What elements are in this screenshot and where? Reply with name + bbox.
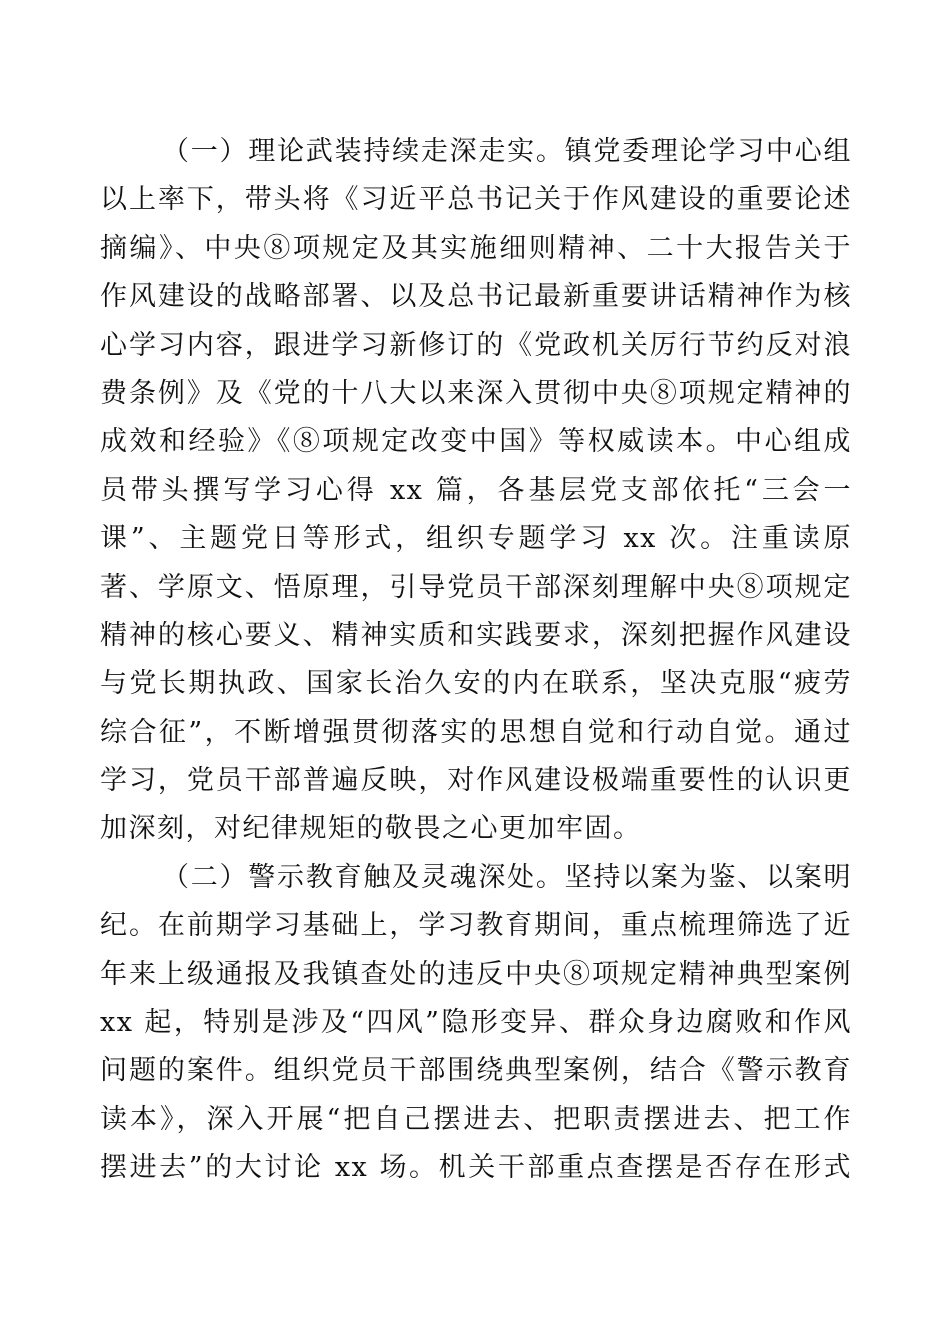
paragraph-2-line-1: （二）警示教育触及灵魂深处。坚持以案为鉴、以案明: [162, 861, 852, 893]
paragraph-1-line-5: 心学习内容，跟进学习新修订的《党政机关厉行节约反对浪: [100, 329, 852, 361]
paragraph-1-line-1: （一）理论武装持续走深走实。镇党委理论学习中心组: [162, 136, 852, 167]
paragraph-1-line-3: 摘编》、中央⑧项规定及其实施细则精神、二十大报告关于: [100, 232, 852, 264]
paragraph-1-line-2: 以上率下，带头将《习近平总书记关于作风建设的重要论述: [100, 184, 852, 216]
paragraph-2-line-3: 年来上级通报及我镇查处的违反中央⑧项规定精神典型案例: [100, 958, 852, 990]
paragraph-1-line-12: 与党长期执政、国家长治久安的内在联系，坚决克服“疲劳: [100, 668, 852, 700]
paragraph-1-line-15: 加深刻，对纪律规矩的敬畏之心更加牢固。: [100, 813, 642, 845]
paragraph-1-line-9: 课”、主题党日等形式，组织专题学习 xx 次。注重读原: [100, 523, 852, 555]
paragraph-2-line-4: xx 起，特别是涉及“四风”隐形变异、群众身边腐败和作风: [100, 1007, 852, 1039]
paragraph-1-line-8: 员带头撰写学习心得 xx 篇，各基层党支部依托“三会一: [100, 474, 852, 506]
paragraph-2-line-2: 纪。在前期学习基础上，学习教育期间，重点梳理筛选了近: [100, 910, 852, 942]
document-body: [100, 128, 852, 1193]
paragraph-2-line-6: 读本》，深入开展“把自己摆进去、把职责摆进去、把工作: [100, 1103, 852, 1135]
paragraph-1-line-13: 综合征”，不断增强贯彻落实的思想自觉和行动自觉。通过: [100, 716, 852, 748]
paragraph-1-line-10: 著、学原文、悟原理，引导党员干部深刻理解中央⑧项规定: [100, 571, 852, 603]
paragraph-1-line-14: 学习，党员干部普遍反映，对作风建设极端重要性的认识更: [100, 765, 852, 797]
paragraph-1-line-6: 费条例》及《党的十八大以来深入贯彻中央⑧项规定精神的: [100, 377, 852, 409]
paragraph-2-line-7: 摆进去”的大讨论 xx 场。机关干部重点查摆是否存在形式: [100, 1152, 852, 1184]
paragraph-1-line-7: 成效和经验》《⑧项规定改变中国》等权威读本。中心组成: [100, 426, 852, 458]
paragraph-2-line-5: 问题的案件。组织党员干部围绕典型案例，结合《警示教育: [100, 1055, 852, 1087]
paragraph-1-line-11: 精神的核心要义、精神实质和实践要求，深刻把握作风建设: [100, 619, 852, 651]
paragraph-1-line-4: 作风建设的战略部署、以及总书记最新重要讲话精神作为核: [100, 281, 852, 313]
